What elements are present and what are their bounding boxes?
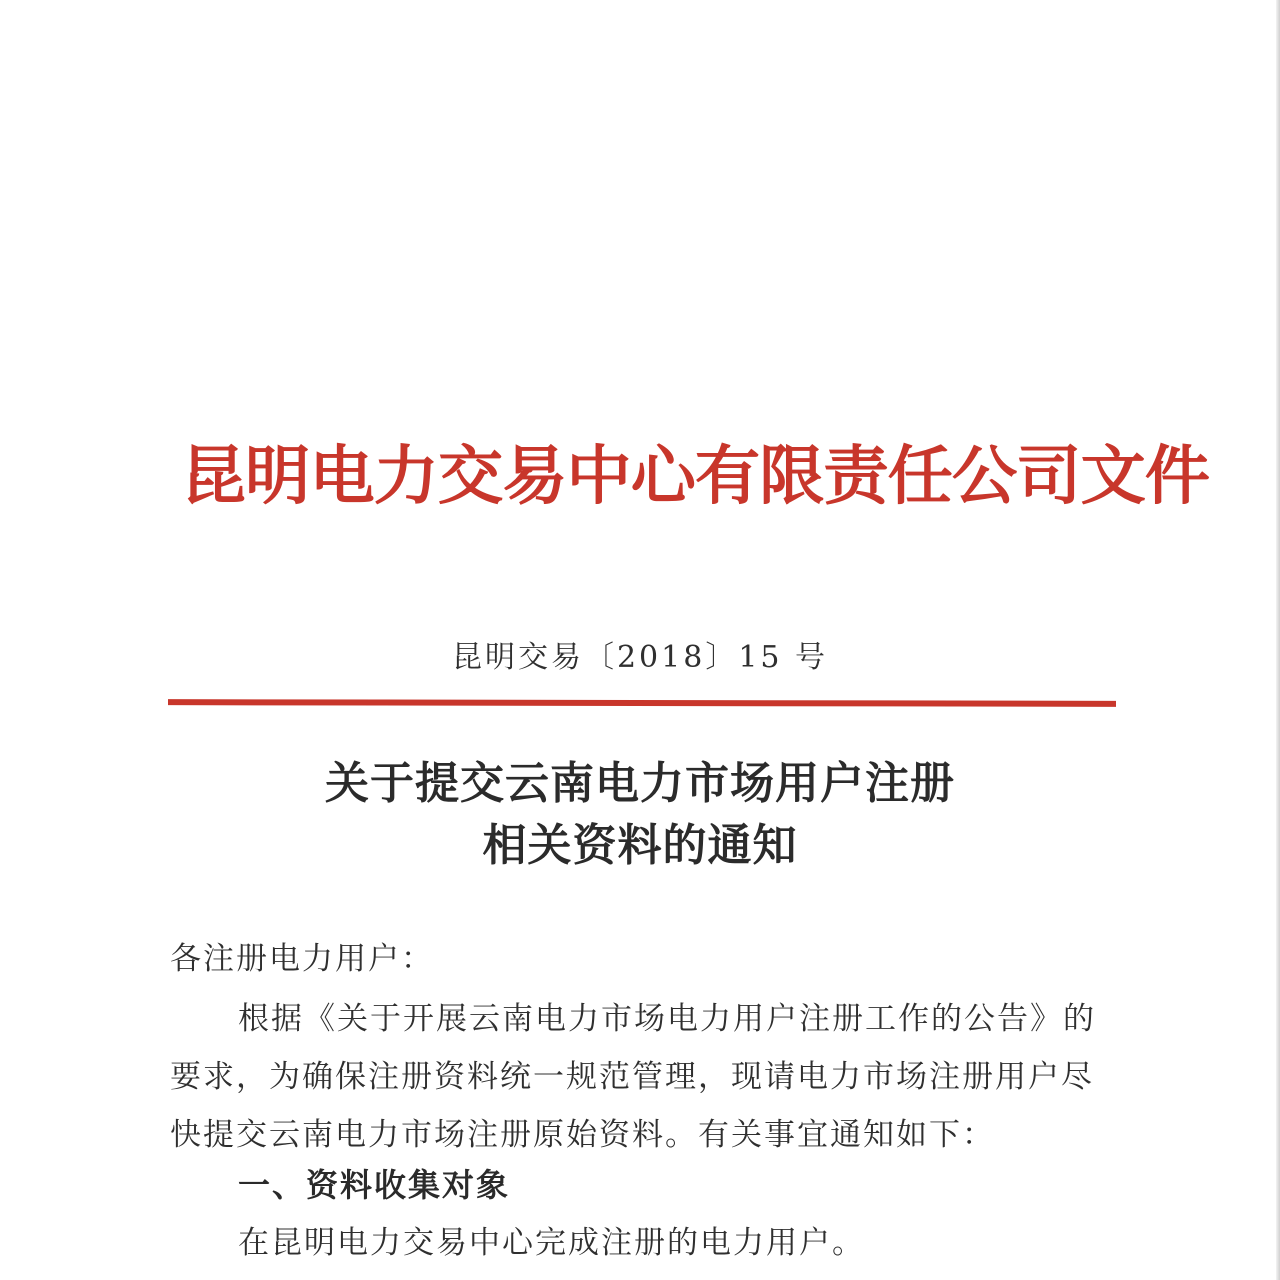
salutation: 各注册电力用户： bbox=[170, 941, 434, 977]
paragraph-1: 根据《关于开展云南电力市场电力用户注册工作的公告》的要求，为确保注册资料统一规范管理，现请电力市场注册用户尽快提交云南电力市场注册原始资料。有关事宜通知如下： bbox=[170, 1001, 1096, 1153]
issuer-header: 昆明电力交易中心有限责任公司文件 bbox=[180, 440, 1209, 514]
red-divider-line bbox=[168, 699, 1116, 707]
section-1-heading: 一、资料收集对象 bbox=[238, 1166, 511, 1204]
document-number: 昆明交易〔2018〕15 号 bbox=[451, 640, 829, 675]
section-1-text: 在昆明电力交易中心完成注册的电力用户。 bbox=[238, 1225, 865, 1261]
document-title-line-1: 关于提交云南电力市场用户注册 bbox=[325, 758, 955, 809]
document-title-line-2: 相关资料的通知 bbox=[482, 820, 798, 871]
